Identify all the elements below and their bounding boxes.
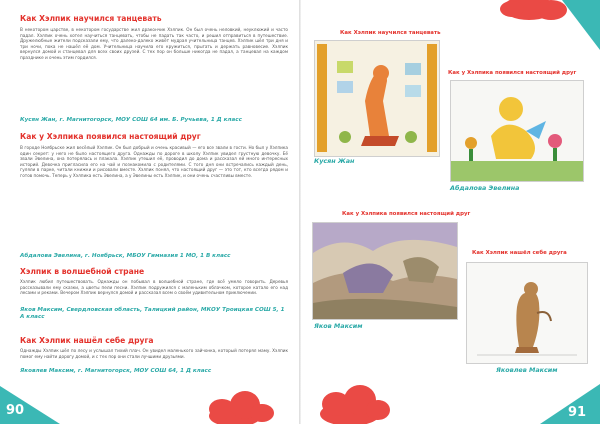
- story-author: Абдалова Эвелина, г. Ноябрьск, МБОУ Гимназия 1 МО, 1 В класс: [20, 253, 231, 259]
- page-number: 90: [6, 403, 25, 418]
- page-number: 91: [568, 405, 587, 420]
- drawing-caption: Как у Хэлпика появился настоящий друг: [448, 70, 577, 76]
- drawing-caption: Как у Хэлпика появился настоящий друг: [342, 211, 471, 217]
- red-cloud-shape: [209, 391, 274, 424]
- child-drawing-dancing-dragon: [314, 40, 440, 157]
- story-title: Как у Хэлпика появился настоящий друг: [20, 132, 201, 141]
- story-text: Однажды Хэлпик шёл по лесу и услышал тихий плач. Он увидел маленького зайчонка, который потерял маму. Хэлпик помог ему найти дорогу домой, и с тех пор они стали лучшими друзьями.: [20, 348, 288, 359]
- story-title: Как Хэлпик научился танцевать: [20, 14, 162, 23]
- story-text: В некотором царстве, в некотором государстве жил дракончик Хэлпик. Он был очень неловкий, неуклюжий и часто падал. Хэлпик очень хотел научиться танцевать, чтобы не падать так часто, и решил отправиться в путешествие. Дружелюбные жители подсказали ему, что далеко-далеко живёт мудрая учительница танцев. Хэлпик шёл три дня и три ночи, пока не нашёл её дом. Учительница научила его кружиться, прыгать и держать равновесие. Хэлпик вернулся домой и станцевал для всех своих друзей. С тех пор он больше никогда не падал, а танцевал на каждом празднике и очень этим гордился.: [20, 27, 288, 60]
- story-title: Как Хэлпик нашёл себе друга: [20, 336, 154, 345]
- drawing-author: Яковлев Максим: [496, 366, 558, 374]
- red-cloud-shape: [320, 385, 390, 424]
- story-text: В городе Ноябрьске жил весёлый Хэлпик. Он был добрый и очень красивый — его все звали в гости. Но был у Хэлпика один секрет: у него не было настоящего друга. Однажды по дороге в школу Хэлпик увидел грустную девочку. Её звали Эвелина, она потерялась и плакала. Хэлпик утешил её, проводил до дома и рассказал ей много интересных историй. Девочка пригласила его на чай и познакомила с родителями. С того дня они встречались каждый день, гуляли в парке, читали книжки и рисовали вместе. Хэлпик понял, что настоящий друг — это тот, кто всегда рядом и готов помочь. Теперь у Хэлпика есть Эвелина, а у Эвелины есть Хэлпик, и они очень счастливы вместе.: [20, 145, 288, 178]
- story-text: Хэлпик любил путешествовать. Однажды он побывал в волшебной стране, где всё умело говорить. Деревья рассказывали ему сказки, а цветы пели песни. Хэлпик подружился с маленьким облачком, которое катало его над лесами и реками. Вечером Хэлпик вернулся домой и рассказал всем о своём удивительном приключении.: [20, 279, 288, 296]
- story-author: Яковлев Максим, г. Магнитогорск, МОУ СОШ 64, 1 Д класс: [20, 368, 212, 374]
- drawing-caption: Как Хэлпик научился танцевать: [340, 30, 441, 36]
- story-author: Кусян Жан, г. Магнитогорск, МОУ СОШ 64 им. Б. Ручьева, 1 Д класс: [20, 117, 242, 123]
- drawing-author: Яков Максим: [314, 322, 363, 330]
- story-title: Хэлпик в волшебной стране: [20, 267, 145, 276]
- right-page: [300, 0, 600, 424]
- teal-corner-shape: [562, 0, 600, 50]
- left-page-decoration: [0, 380, 300, 424]
- drawing-author: Кусян Жан: [314, 157, 355, 165]
- red-cloud-shape: [500, 0, 567, 20]
- child-drawing-dragon-sketch: [466, 262, 588, 364]
- right-page-decoration-bottom: [300, 378, 600, 424]
- drawing-caption: Как Хэлпик нашёл себе друга: [472, 250, 567, 256]
- child-drawing-landscape: [312, 222, 458, 320]
- story-author: Яков Максим, Свердловская область, Талицкий район, МКОУ Троицкая СОШ 5, 1 А класс: [20, 307, 285, 320]
- child-drawing-dragon-friend: [450, 80, 584, 182]
- drawing-author: Абдалова Эвелина: [450, 184, 520, 192]
